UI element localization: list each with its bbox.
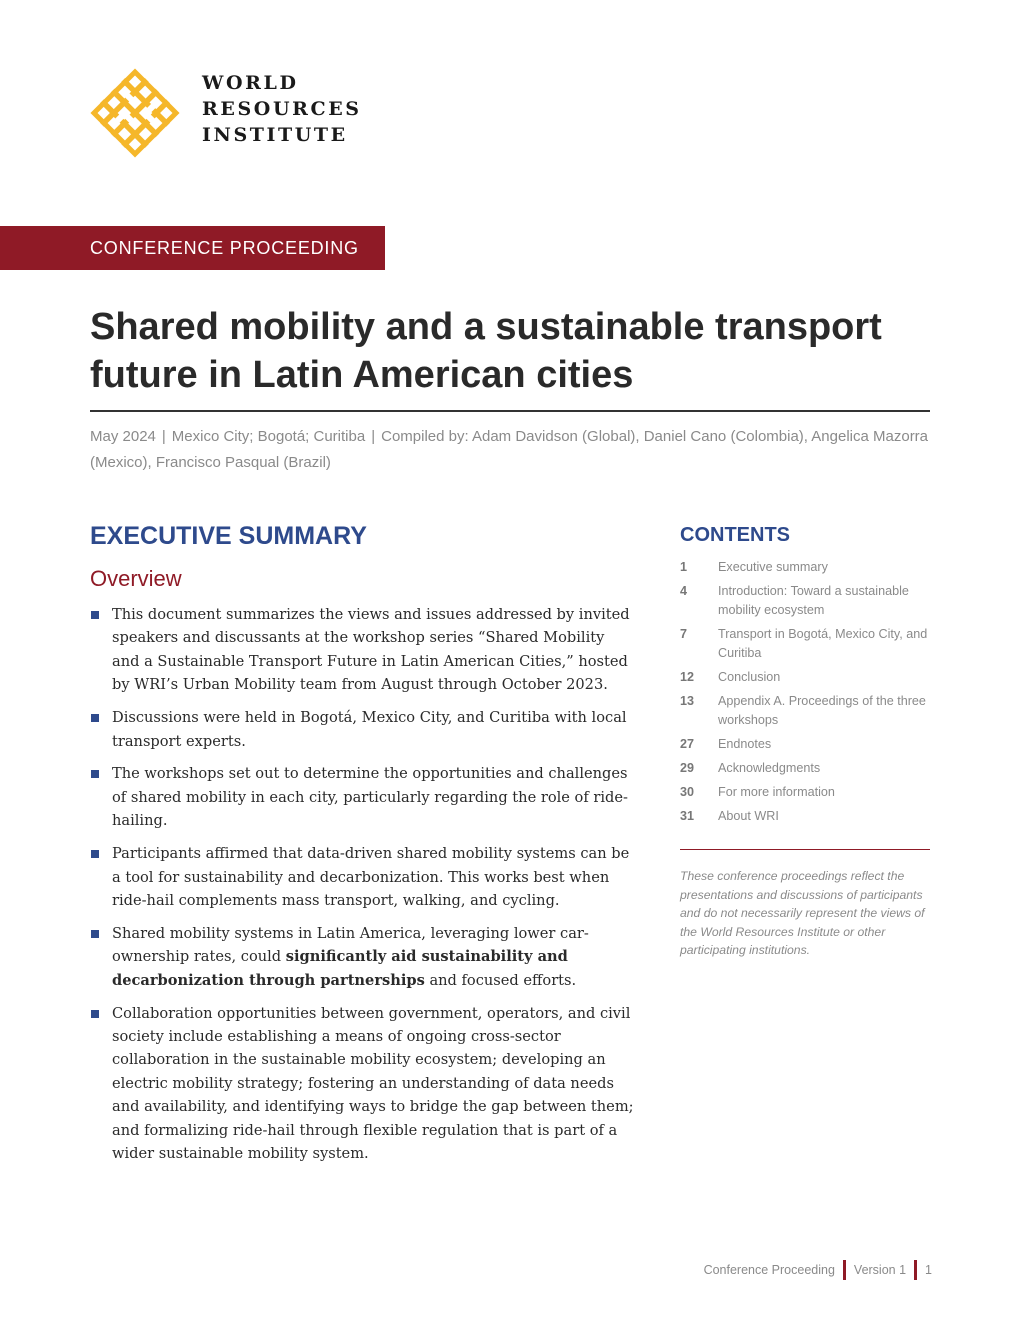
meta-compiled-by: Compiled by: Adam Davidson (Global), Daniel Cano (Colombia), Angelica Mazorra (Mexico), Francisco Pasqual (Brazil) (90, 428, 929, 471)
toc-page-number: 27 (680, 737, 695, 751)
square-bullet-icon (91, 1010, 99, 1018)
toc-label: Endnotes (718, 737, 772, 751)
footer-divider (914, 1260, 917, 1280)
wordmark-line-2: RESOURCES (202, 98, 362, 120)
wri-wordmark (202, 70, 362, 148)
wordmark-line-3: INSTITUTE (202, 124, 348, 146)
bullet-text-bold: significantly aid sustainability and decarbonization through partnerships (112, 948, 568, 989)
bullet-text: Collaboration opportunities between government, operators, and civil society include establishing a means of ongoing cross-sector collaboration in the sustainable mobility ecosystem; developing an electric mobility strategy; fostering an understanding of data needs and availability, and identifying ways to bridge the gap between them; and formalizing ride-hail through flexible regulation that is part of a wider sustainable mobility system. (112, 1004, 634, 1163)
toc-label: Transport in Bogotá, Mexico City, and Curitiba (718, 627, 928, 660)
bullet-text: Discussions were held in Bogotá, Mexico City, and Curitiba with local transport experts. (112, 709, 627, 750)
toc-item[interactable] (680, 735, 930, 754)
table-of-contents (680, 558, 930, 831)
toc-item[interactable] (680, 692, 930, 730)
list-item (90, 922, 635, 992)
toc-item[interactable] (680, 759, 930, 778)
toc-label: Introduction: Toward a sustainable mobility ecosystem (718, 584, 909, 617)
toc-label: Executive summary (718, 560, 828, 574)
toc-label: For more information (718, 785, 835, 799)
overview-subheading: Overview (90, 566, 182, 591)
square-bullet-icon (91, 850, 99, 858)
title-divider (90, 410, 930, 412)
bullet-text-pre: Shared mobility systems in Latin America, leveraging lower car-ownership rates, could (112, 924, 589, 966)
footer-divider (843, 1260, 846, 1280)
contents-divider (680, 849, 930, 850)
page-title: Shared mobility and a sustainable transport future in Latin American cities (90, 306, 882, 396)
bullet-text: This document summarizes the views and issues addressed by invited speakers and discussants at the workshop series “Shared Mobility and a Sustainable Transport Future in Latin American Cities,” hosted by WRI’s Urban Mobility team from August through October 2023. (112, 606, 630, 694)
toc-page-number: 13 (680, 694, 695, 708)
contents-heading: CONTENTS (680, 524, 790, 546)
bullet-text: The workshops set out to determine the opportunities and challenges of shared mobility in each city, particularly regarding the role of ride-hailing. (112, 765, 628, 830)
footer-page-number: 1 (925, 1263, 932, 1277)
bullet-text-post: and focused efforts. (424, 971, 577, 989)
summary-bullet-list (90, 603, 635, 1175)
square-bullet-icon (91, 714, 99, 722)
footer-document-type: Conference Proceeding (703, 1263, 835, 1277)
toc-item[interactable] (680, 668, 930, 687)
toc-item[interactable] (680, 807, 930, 826)
executive-summary-heading: EXECUTIVE SUMMARY (90, 522, 367, 550)
toc-page-number: 31 (680, 809, 695, 823)
toc-page-number: 4 (680, 584, 688, 598)
square-bullet-icon (91, 770, 99, 778)
toc-page-number: 7 (680, 627, 688, 641)
toc-label: Acknowledgments (718, 761, 821, 775)
document-meta (90, 424, 930, 476)
list-item (90, 706, 635, 753)
toc-item[interactable] (680, 582, 930, 620)
list-item (90, 603, 635, 697)
toc-page-number: 30 (680, 785, 695, 799)
page-footer (704, 1260, 932, 1280)
footer-version: Version 1 (853, 1263, 907, 1277)
toc-label: Appendix A. Proceedings of the three workshops (718, 694, 926, 727)
document-type-banner: CONFERENCE PROCEEDING (0, 226, 385, 270)
toc-item[interactable] (680, 558, 930, 577)
toc-page-number: 1 (680, 560, 688, 574)
toc-page-number: 29 (680, 761, 695, 775)
list-item (90, 762, 635, 832)
square-bullet-icon (91, 930, 99, 938)
meta-separator: | (371, 428, 376, 445)
list-item (90, 1002, 635, 1166)
wordmark-line-1: WORLD (202, 72, 299, 94)
toc-item[interactable] (680, 625, 930, 663)
toc-item[interactable] (680, 783, 930, 802)
disclaimer-note: These conference proceedings reflect the presentations and discussions of participants and do not necessarily represent the views of the World Resources Institute or other participating institutions. (680, 869, 925, 957)
bullet-text: Participants affirmed that data-driven shared mobility systems can be a tool for sustainability and decarbonization. This works best when ride-hail complements mass transport, walking, and cycling. (112, 845, 630, 909)
list-item (90, 842, 635, 912)
square-bullet-icon (91, 611, 99, 619)
toc-label: About WRI (718, 809, 779, 823)
meta-separator: | (161, 428, 166, 445)
meta-date: May 2024 (90, 428, 156, 445)
wri-woven-logo-icon (88, 66, 182, 160)
toc-label: Conclusion (718, 670, 781, 684)
toc-page-number: 12 (680, 670, 695, 684)
meta-location: Mexico City; Bogotá; Curitiba (171, 428, 366, 445)
